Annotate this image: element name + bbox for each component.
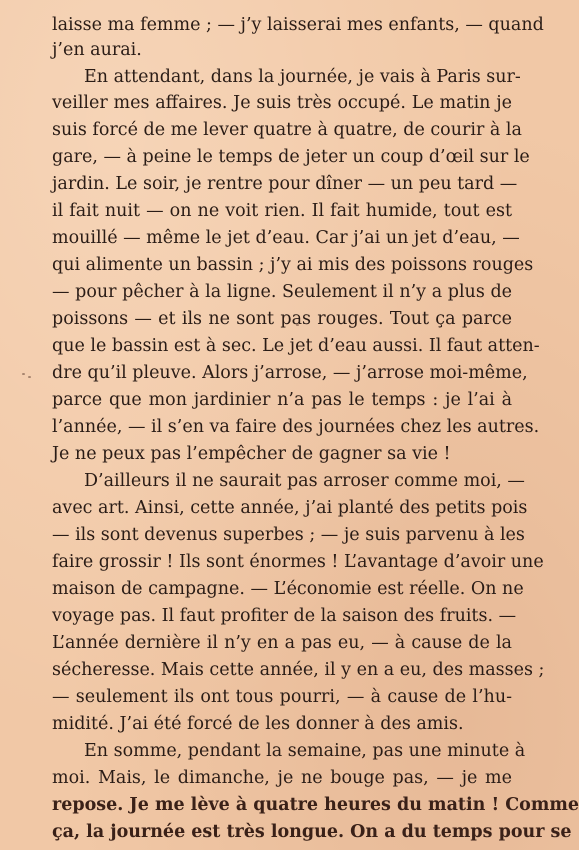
text-line: D’ailleurs il ne saurait pas arroser comme moi, — xyxy=(84,471,525,491)
text-line: Je ne peux pas l’empêcher de gagner sa vie ! xyxy=(52,444,451,464)
text-line: sécheresse. Mais cette année, il y en a eu, des masses ; xyxy=(52,660,545,680)
text-line: L’année dernière il n’y en a pas eu, — à cause de la xyxy=(52,633,512,653)
text-line: gare, — à peine le temps de jeter un coup d’œil sur le xyxy=(52,147,530,167)
text-line: repose. Je me lève à quatre heures du matin ! Comme xyxy=(52,795,579,815)
text-line: veiller mes affaires. Je suis très occupé. Le matin je xyxy=(52,93,512,113)
text-line: suis forcé de me lever quatre à quatre, de courir à la xyxy=(52,120,522,140)
text-line: jardin. Le soir, je rentre pour dîner — un peu tard — xyxy=(52,174,518,194)
paper-speck xyxy=(22,373,25,375)
text-line: que le bassin est à sec. Le jet d’eau aussi. Il faut atten- xyxy=(52,336,540,356)
text-line: — seulement ils ont tous pourri, — à cause de l’hu- xyxy=(52,687,512,707)
text-line: maison de campagne. — L’économie est réelle. On ne xyxy=(52,579,524,599)
text-line: qui alimente un bassin ; j’y ai mis des poissons rouges xyxy=(52,255,534,275)
text-line: j’en aurai. xyxy=(52,40,142,60)
text-line: parce que mon jardinier n’a pas le temps : je l’ai à xyxy=(52,390,512,410)
text-line: poissons — et ils ne sont pas rouges. Tout ça parce xyxy=(52,309,512,329)
text-line: dre qu’il pleuve. Alors j’arrose, — j’arrose moi-même, xyxy=(52,363,528,383)
text-line: ça, la journée est très longue. On a du temps pour se xyxy=(52,822,572,842)
text-line: midité. J’ai été forcé de les donner à des amis. xyxy=(52,714,464,734)
text-line: l’année, — il s’en va faire des journées chez les autres. xyxy=(52,417,540,437)
text-line: voyage pas. Il faut profiter de la saison des fruits. — xyxy=(52,606,517,626)
text-line: moi. Mais, le dimanche, je ne bouge pas, — je me xyxy=(52,768,512,788)
text-line: avec art. Ainsi, cette année, j’ai planté des petits pois xyxy=(52,498,528,518)
text-line: il fait nuit — on ne voit rien. Il fait humide, tout est xyxy=(52,201,512,221)
text-line: faire grossir ! Ils sont énormes ! L’avantage d’avoir une xyxy=(52,552,544,572)
text-line: laisse ma femme ; — j’y laisserai mes enfants, — quand xyxy=(52,15,544,35)
text-line: — pour pêcher à la ligne. Seulement il n’y a plus de xyxy=(52,282,512,302)
paper-speck xyxy=(408,152,411,154)
paper-speck xyxy=(296,324,299,326)
text-line: — ils sont devenus superbes ; — je suis parvenu à les xyxy=(52,525,525,545)
text-line: En attendant, dans la journée, je vais à Paris sur- xyxy=(84,67,521,87)
text-line: En somme, pendant la semaine, pas une minute à xyxy=(84,741,526,761)
text-line: mouillé — même le jet d’eau. Car j’ai un jet d’eau, — xyxy=(52,228,520,248)
paper-speck xyxy=(28,376,31,378)
